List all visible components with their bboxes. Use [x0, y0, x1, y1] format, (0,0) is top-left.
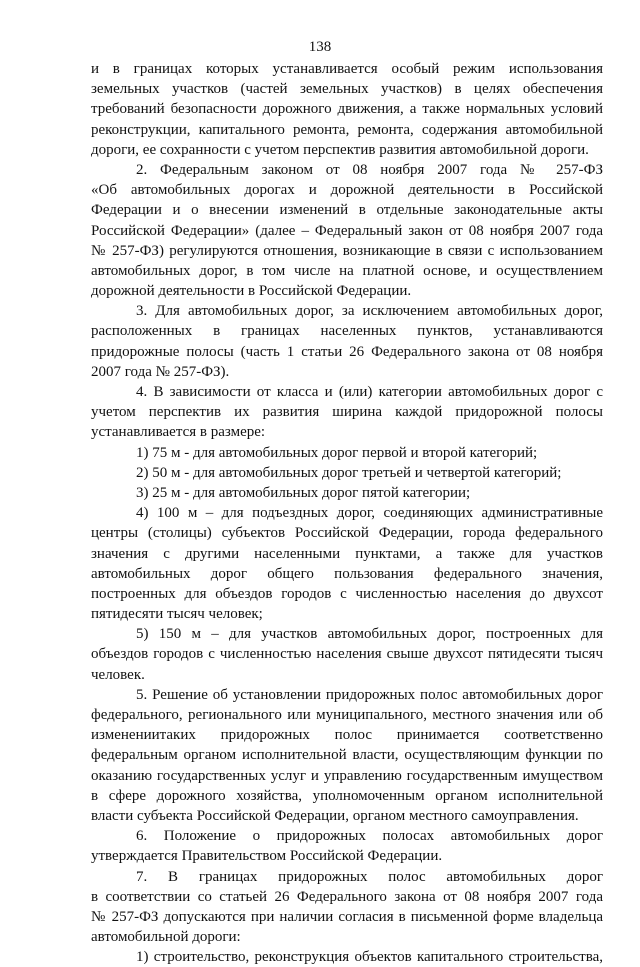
text-line: 3) 25 м - для автомобильных дорог пятой категории;	[136, 484, 471, 501]
body-text	[91, 59, 603, 967]
text-line: «Об автомобильных дорогах и дорожной деятельности в Российской	[91, 182, 603, 199]
text-line: утверждается Правительством Российской Федерации.	[91, 848, 443, 865]
text-line: 7. В границах придорожных полос автомобильных дорог	[136, 868, 603, 885]
text-line: в сфере дорожного хозяйства, уполномоченным органом исполнительной	[91, 787, 603, 804]
text-line: федеральным органом исполнительной власти, осуществляющим функции по	[91, 747, 603, 764]
text-line: № 257-ФЗ допускаются при наличии согласия в письменной форме владельца	[91, 908, 603, 925]
text-line: требований безопасности дорожного движения, а также нормальных условий	[91, 101, 603, 118]
text-line: придорожные полосы (часть 1 статьи 26 Федерального закона от 08 ноября	[91, 343, 603, 360]
text-line: 1) строительство, реконструкция объектов капитального строительства,	[136, 949, 603, 966]
text-line: 2. Федеральным законом от 08 ноября 2007 года № 257-ФЗ	[136, 161, 603, 178]
text-line: 1) 75 м - для автомобильных дорог первой и второй категорий;	[136, 444, 538, 461]
text-line: 2007 года № 257-ФЗ).	[91, 363, 230, 380]
text-line: Российской Федерации» (далее – Федеральный закон от 08 ноября 2007 года	[91, 222, 603, 239]
text-line: автомобильных дорог, в том числе на платной основе, и осуществлением	[91, 262, 603, 279]
text-line: 6. Положение о придорожных полосах автомобильных дорог	[136, 828, 603, 845]
text-line: Федерации и о внесении изменений в отдельные законодательные акты	[91, 202, 603, 219]
text-line: и в границах которых устанавливается особый режим использования	[91, 61, 603, 77]
text-line: 3. Для автомобильных дорог, за исключением автомобильных дорог,	[136, 303, 603, 320]
text-line: объездов городов с численностью населения свыше двухсот пятидесяти тысяч	[91, 646, 603, 663]
text-line: власти субъекта Российской Федерации, органом местного самоуправления.	[91, 807, 579, 824]
text-line: автомобильной дороги:	[91, 929, 241, 946]
text-line: автомобильных дорог общего пользования федерального значения,	[91, 565, 603, 582]
text-line: 5) 150 м – для участков автомобильных дорог, построенных для	[136, 626, 603, 643]
text-line: построенных для объездов городов с численностью населения до двухсот	[91, 585, 603, 602]
text-line: № 257-ФЗ) регулируются отношения, возникающие в связи с использованием	[91, 242, 603, 259]
text-line: изменениитаких придорожных полос принимается соответственно	[91, 727, 603, 744]
text-line: центры (столицы) субъектов Российской Федерации, города федерального	[91, 525, 603, 542]
text-line: учетом перспектив их развития ширина каждой придорожной полосы	[91, 404, 603, 421]
text-line: пятидесяти тысяч человек;	[91, 606, 263, 623]
text-line: федерального, регионального или муниципального, местного значения или об	[91, 707, 603, 723]
page-number: 138	[308, 39, 332, 55]
text-line: человек.	[91, 666, 145, 683]
text-line: земельных участков (частей земельных участков) в целях обеспечения	[91, 81, 603, 98]
text-line: расположенных в границах населенных пунктов, устанавливаются	[91, 323, 603, 340]
text-line: дороги, ее сохранности с учетом перспектив развития автомобильной дороги.	[91, 141, 589, 158]
text-line: 4. В зависимости от класса и (или) категории автомобильных дорог с	[136, 384, 603, 400]
text-line: дорожной деятельности в Российской Федерации.	[91, 283, 412, 300]
text-line: 4) 100 м – для подъездных дорог, соединяющих административные	[136, 505, 603, 522]
text-line: 2) 50 м - для автомобильных дорог третьей и четвертой категорий;	[136, 464, 562, 481]
text-line: 5. Решение об установлении придорожных полос автомобильных дорог	[136, 686, 603, 703]
text-line: устанавливается в размере:	[91, 424, 266, 441]
text-line: значения с другими населенными пунктами, а также для участков	[91, 545, 603, 562]
text-line: реконструкции, капитального ремонта, ремонта, содержания автомобильной	[91, 121, 603, 138]
text-line: в соответствии со статьей 26 Федерального закона от 08 ноября 2007 года	[91, 888, 603, 905]
text-line: оказанию государственных услуг и управлению государственным имуществом	[91, 767, 603, 784]
